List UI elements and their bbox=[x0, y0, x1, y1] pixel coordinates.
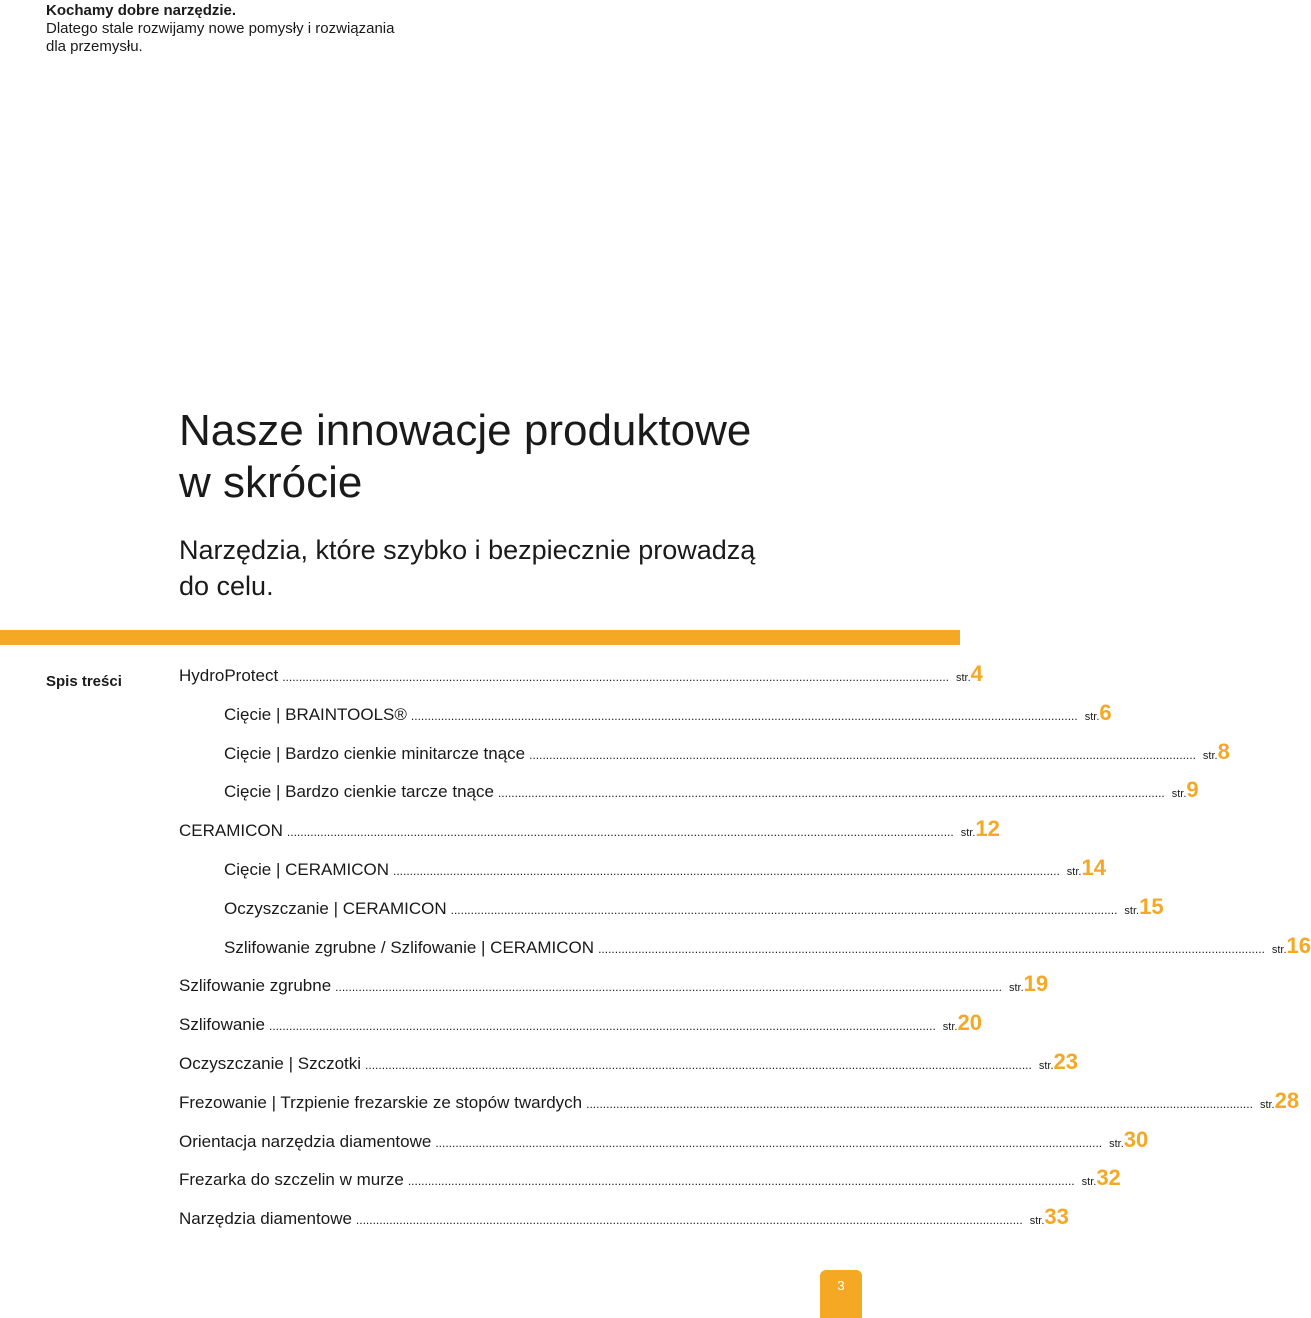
toc-entry-label: Cięcie | Bardzo cienkie tarcze tnące bbox=[224, 782, 494, 801]
toc-leader-dots: ........................................................................................................................................................................................................ bbox=[410, 709, 1078, 723]
toc-leader-dots: ........................................................................................................................................................................................................ bbox=[269, 1019, 936, 1033]
toc-entry-str: str. bbox=[1202, 750, 1218, 762]
page-number: 3 bbox=[837, 1278, 845, 1293]
tagline bbox=[46, 2, 394, 56]
toc-entry-str: str. bbox=[956, 672, 971, 684]
tagline-title: Kochamy dobre narzędzie. bbox=[46, 2, 237, 19]
toc-entry-str: str. bbox=[1171, 788, 1187, 800]
toc-entry-label: Orientacja narzędzia diamentowe bbox=[179, 1132, 432, 1151]
toc-entry[interactable] bbox=[179, 661, 983, 699]
toc-entry-page: 33 bbox=[1044, 1204, 1069, 1229]
toc-entry[interactable] bbox=[179, 1165, 1121, 1203]
toc-entry-label: Szlifowanie zgrubne bbox=[179, 976, 332, 995]
toc-entry-label: Cięcie | Bardzo cienkie minitarcze tnące bbox=[224, 744, 526, 763]
toc-leader-dots: ........................................................................................................................................................................................................ bbox=[435, 1136, 1103, 1150]
toc-entry-page: 14 bbox=[1081, 855, 1106, 880]
toc-entry-str: str. bbox=[960, 827, 976, 839]
toc-entry-page: 9 bbox=[1186, 777, 1199, 802]
toc-entry-page: 15 bbox=[1139, 894, 1164, 919]
toc-leader-dots: ........................................................................................................................................................................................................ bbox=[365, 1058, 1032, 1072]
toc-entry[interactable] bbox=[179, 971, 1049, 1009]
toc-entry-label: CERAMICON bbox=[179, 821, 283, 840]
page-number-tab bbox=[820, 1270, 862, 1318]
toc-entry-str: str. bbox=[1084, 711, 1100, 723]
toc-entry-page: 30 bbox=[1123, 1127, 1149, 1152]
toc-entry[interactable] bbox=[224, 855, 1106, 893]
toc-entry-str: str. bbox=[1259, 1099, 1275, 1111]
toc-entry-str: str. bbox=[1081, 1176, 1097, 1188]
toc-entry-str: str. bbox=[942, 1021, 958, 1033]
toc-entry-str: str. bbox=[1066, 866, 1082, 878]
toc-entry-label: Oczyszczanie | CERAMICON bbox=[224, 899, 447, 918]
toc-entry[interactable] bbox=[179, 1127, 1149, 1165]
toc-entry-label: Frezowanie | Trzpienie frezarskie ze stopów twardych bbox=[179, 1093, 583, 1112]
page-title-line-1: Nasze innowacje produktowe bbox=[179, 406, 752, 455]
toc-leader-dots: ........................................................................................................................................................................................................ bbox=[335, 980, 1002, 994]
toc-leader-dots: ........................................................................................................................................................................................................ bbox=[598, 942, 1265, 956]
toc-leader-dots: ........................................................................................................................................................................................................ bbox=[286, 825, 954, 839]
toc-heading: Spis treści bbox=[46, 673, 122, 690]
toc-entry[interactable] bbox=[179, 1049, 1078, 1087]
page-subtitle bbox=[179, 532, 755, 604]
toc-entry-str: str. bbox=[1124, 905, 1140, 917]
toc-entry[interactable] bbox=[224, 777, 1199, 815]
page-subtitle-line-2: do celu. bbox=[179, 571, 274, 601]
toc-entry-str: str. bbox=[1271, 944, 1287, 956]
toc-entry-page: 6 bbox=[1099, 700, 1112, 725]
toc-leader-dots: ........................................................................................................................................................................................................ bbox=[497, 786, 1165, 800]
accent-divider bbox=[0, 630, 960, 645]
toc-entry-page: 23 bbox=[1053, 1049, 1078, 1074]
toc-entry[interactable] bbox=[179, 816, 1000, 854]
toc-leader-dots: ........................................................................................................................................................................................................ bbox=[282, 670, 949, 684]
toc-entry-label: Oczyszczanie | Szczotki bbox=[179, 1054, 362, 1073]
toc-entry[interactable] bbox=[179, 1010, 982, 1048]
toc-entry[interactable] bbox=[224, 739, 1230, 777]
toc-entry[interactable] bbox=[179, 1204, 1069, 1242]
toc-entry[interactable] bbox=[224, 700, 1112, 738]
toc-entry-label: Szlifowanie zgrubne / Szlifowanie | CERAMICON bbox=[224, 938, 595, 957]
toc-leader-dots: ........................................................................................................................................................................................................ bbox=[355, 1213, 1023, 1227]
toc-entry-page: 8 bbox=[1217, 739, 1230, 764]
toc-leader-dots: ........................................................................................................................................................................................................ bbox=[529, 748, 1196, 762]
tagline-line-2: Dlatego stale rozwijamy nowe pomysły i rozwiązania bbox=[46, 20, 395, 37]
toc-entry-label: Cięcie | BRAINTOOLS® bbox=[224, 705, 407, 724]
toc-entry-label: HydroProtect bbox=[179, 666, 279, 685]
toc-entry[interactable] bbox=[224, 894, 1164, 932]
toc-entry[interactable] bbox=[224, 933, 1311, 971]
toc-entry-str: str. bbox=[1109, 1138, 1124, 1150]
toc-entry-label: Frezarka do szczelin w murze bbox=[179, 1170, 404, 1189]
toc-entry-label: Szlifowanie bbox=[179, 1015, 265, 1034]
toc-entry-str: str. bbox=[1029, 1215, 1045, 1227]
toc-entry-page: 4 bbox=[970, 661, 983, 686]
toc-leader-dots: ........................................................................................................................................................................................................ bbox=[586, 1097, 1253, 1111]
toc-entry-page: 19 bbox=[1023, 971, 1049, 996]
page-title bbox=[179, 405, 751, 509]
toc-entry-page: 20 bbox=[957, 1010, 982, 1035]
tagline-line-3: dla przemysłu. bbox=[46, 38, 143, 55]
toc-entry-page: 28 bbox=[1274, 1088, 1300, 1113]
toc-entry-page: 32 bbox=[1096, 1165, 1121, 1190]
toc-leader-dots: ........................................................................................................................................................................................................ bbox=[407, 1174, 1075, 1188]
toc-leader-dots: ........................................................................................................................................................................................................ bbox=[393, 864, 1060, 878]
toc-entry-str: str. bbox=[1008, 982, 1024, 994]
toc-entry-page: 16 bbox=[1286, 933, 1311, 958]
toc-entry-label: Narzędzia diamentowe bbox=[179, 1209, 352, 1228]
page-title-line-2: w skrócie bbox=[179, 458, 363, 507]
toc-entry[interactable] bbox=[179, 1088, 1300, 1126]
toc-entry-label: Cięcie | CERAMICON bbox=[224, 860, 389, 879]
toc-entry-str: str. bbox=[1038, 1060, 1054, 1072]
toc-leader-dots: ........................................................................................................................................................................................................ bbox=[450, 903, 1118, 917]
toc-entry-page: 12 bbox=[975, 816, 1000, 841]
page-subtitle-line-1: Narzędzia, które szybko i bezpiecznie prowadzą bbox=[179, 535, 756, 565]
